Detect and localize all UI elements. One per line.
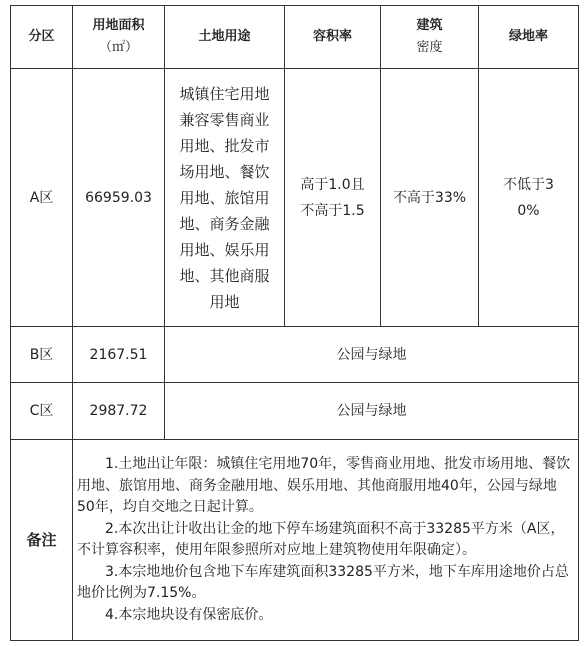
area-cell: 2167.51 <box>73 327 165 383</box>
land-use-line: 场用地、餐饮 <box>179 162 270 181</box>
notes-label: 备注 <box>11 440 73 641</box>
header-row <box>11 6 579 69</box>
notes-row <box>11 440 579 641</box>
far-cell <box>285 69 381 327</box>
table-row <box>11 327 579 383</box>
header-area <box>73 6 165 69</box>
zone-cell: C区 <box>11 383 73 440</box>
area-cell: 2987.72 <box>73 383 165 440</box>
header-land-use: 土地用途 <box>165 6 285 69</box>
land-use-cell: 公园与绿地 <box>165 327 579 383</box>
green-line: 不低于3 <box>503 176 554 193</box>
land-parcel-table <box>10 5 579 641</box>
land-use-line: 用地、旅馆用 <box>179 188 270 207</box>
header-density-line1: 建筑 <box>416 18 443 33</box>
land-use-line: 地、商务金融 <box>179 214 270 233</box>
note-item: 1.土地出让年限：城镇住宅用地70年，零售商业用地、批发市场用地、餐饮用地、旅馆用地、商务金融用地、娱乐用地、其他商服用地40年，公园与绿地50年，均自交地之日起计算。 <box>77 456 571 515</box>
header-area-unit: （㎡） <box>98 40 138 55</box>
header-green: 绿地率 <box>479 6 579 69</box>
header-density <box>381 6 479 69</box>
density-cell: 不高于33% <box>381 69 479 327</box>
note-item: 2.本次出让计收出让金的地下停车场建筑面积不高于33285平方米（A区，不计算容积率，使用年限参照所对应地上建筑物使用年限确定）。 <box>77 520 565 558</box>
land-use-line: 地、其他商服 <box>179 266 270 285</box>
land-use-line: 用地、娱乐用 <box>179 240 270 259</box>
land-use-cell: 公园与绿地 <box>165 383 579 440</box>
land-use-line: 城镇住宅用地 <box>179 84 270 103</box>
land-use-cell <box>165 69 285 327</box>
area-cell: 66959.03 <box>73 69 165 327</box>
far-line: 不高于1.5 <box>300 202 365 219</box>
header-far: 容积率 <box>285 6 381 69</box>
table-row <box>11 383 579 440</box>
zone-cell: B区 <box>11 327 73 383</box>
land-use-line: 用地、批发市 <box>179 136 270 155</box>
green-cell <box>479 69 579 327</box>
far-line: 高于1.0且 <box>300 176 365 193</box>
zone-cell: A区 <box>11 69 73 327</box>
header-zone: 分区 <box>11 6 73 69</box>
header-density-line2: 密度 <box>416 40 443 55</box>
note-item: 3.本宗地地价包含地下车库建筑面积33285平方米，地下车库用途地价占总地价比例为7.15%。 <box>77 563 569 601</box>
header-area-label: 用地面积 <box>92 18 145 33</box>
green-line: 0% <box>517 202 540 219</box>
notes-cell <box>73 440 579 641</box>
land-use-line: 用地 <box>209 292 240 311</box>
land-use-line: 兼容零售商业 <box>179 110 270 129</box>
note-item: 4.本宗地块设有保密底价。 <box>105 606 273 623</box>
table-row <box>11 69 579 327</box>
